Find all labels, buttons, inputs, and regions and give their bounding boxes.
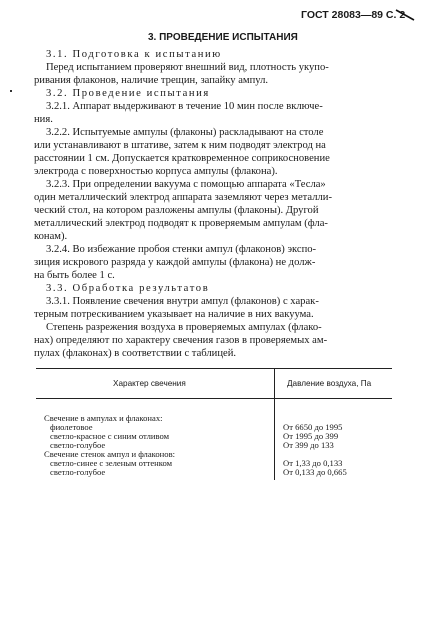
table-column-divider [274, 368, 275, 480]
table-cell-right: От 6650 до 1995 [283, 422, 343, 432]
paragraph-line: ривания флаконов, наличие трещин, запайку ампул. [34, 75, 269, 86]
table-cell-left: светло-красное с синим отливом [50, 431, 170, 441]
paragraph-line: 3.2.4. Во избежание пробоя стенки ампул (флаконов) экспо- [46, 244, 317, 255]
paragraph-line: пулах (флаконах) в соответствии с таблицей. [34, 348, 237, 359]
paragraph-line: электрода с поверхностью корпуса ампулы (флакона). [34, 166, 278, 177]
paragraph-line: ния. [34, 114, 53, 125]
table-cell-left: Свечение в ампулах и флаконах: [44, 413, 163, 423]
paragraph-line: конам). [34, 231, 68, 242]
table-cell-left: светло-голубое [50, 467, 106, 477]
margin-dot [10, 90, 12, 92]
paragraph-line: 3.2.3. При определении вакуума с помощью аппарата «Тесла» [46, 179, 326, 190]
paragraph-line: терным потрескиванием указывает на наличие в них вакуума. [34, 309, 314, 320]
table-top-rule [36, 368, 392, 369]
table-cell-left: светло-синее с зеленым оттенком [50, 458, 173, 468]
table-header-pressure: Давление воздуха, Па [287, 379, 372, 388]
paragraph-line: Перед испытанием проверяют внешний вид, плотность укупо- [46, 62, 329, 73]
paragraph-line: 3.2.2. Испытуемые ампулы (флаконы) раскладывают на столе [46, 127, 324, 138]
table-cell-right: От 1,33 до 0,133 [283, 458, 343, 468]
subsection-heading: 3.2. Проведение испытания [46, 88, 210, 99]
table-cell-right: От 1995 до 399 [283, 431, 339, 441]
paragraph-line: Степень разрежения воздуха в проверяемых ампулах (флако- [46, 322, 322, 333]
subsection-heading: 3.1. Подготовка к испытанию [46, 49, 222, 60]
paragraph-line: расстоянии 1 см. Допускается кратковременное соприкосновение [34, 153, 330, 164]
table-cell-left: фиолетовое [50, 422, 93, 432]
paragraph-line: 3.2.1. Аппарат выдерживают в течение 10 мин после включе- [46, 101, 323, 112]
paragraph-line: на быть более 1 с. [34, 270, 115, 281]
paragraph-line: металлический электрод подводят к проверяемым ампулам (фла- [34, 218, 328, 229]
table-cell-left: светло-голубое [50, 440, 106, 450]
section-title: 3. ПРОВЕДЕНИЕ ИСПЫТАНИЯ [148, 32, 298, 43]
table-cell-right: От 0,133 до 0,665 [283, 467, 347, 477]
table-header-character: Характер свечения [113, 379, 186, 388]
paragraph-line: нах) определяют по характеру свечения газов в проверяемых ам- [34, 335, 328, 346]
paragraph-line: ческий стол, на котором разложены ампулы (флаконы). Другой [34, 205, 319, 216]
corner-stroke [395, 8, 417, 22]
paragraph-line: зиция искрового разряда у каждой ампулы (флакона) не долж- [34, 257, 316, 268]
paragraph-line: или устанавливают в штативе, затем к ним подводят электрод на [34, 140, 326, 151]
subsection-heading: 3.3. Обработка результатов [46, 283, 210, 294]
paragraph-line: 3.3.1. Появление свечения внутри ампул (флаконов) с харак- [46, 296, 319, 307]
paragraph-line: один металлический электрод аппарата заземляют через металли- [34, 192, 332, 203]
table-cell-left: Свечение стенок ампул и флаконов: [44, 449, 176, 459]
table-cell-right: От 399 до 133 [283, 440, 334, 450]
table-header-rule [36, 398, 392, 399]
standard-number: ГОСТ 28083—89 С. 2 [301, 9, 406, 21]
